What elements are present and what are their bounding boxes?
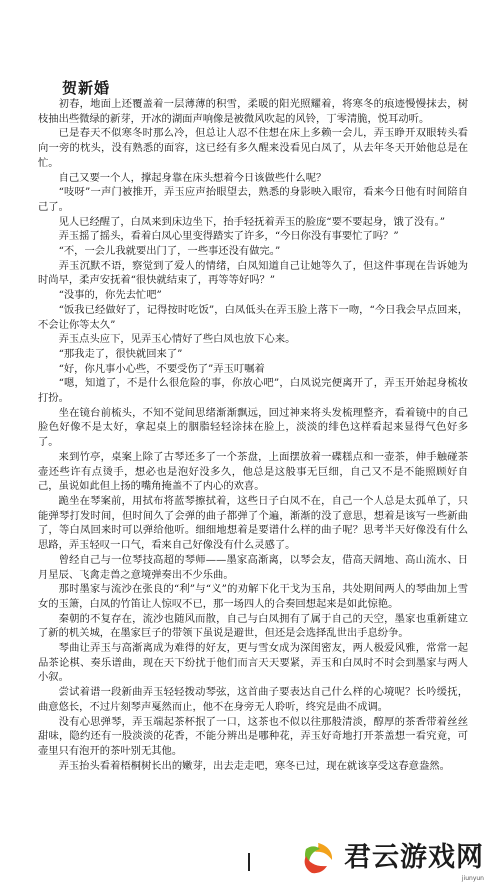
document-title: 贺新婚 [62,79,111,97]
site-logo-icon [300,840,336,876]
paragraph: 秦朝的不复存在，流沙也随风而散，自己与白凤拥有了属于自己的天空，墨家也重新建立了新的机关城，在墨家巨子的带领下虽说是避世，但还是会选择乱世出手息纷争。 [38,612,468,640]
paragraph: 琴曲让弄玉与高渐离成为难得的好友，更与雪女成为深闺密友，两人极爱风雅，常常一起品茶论棋、奏乐谱曲，现在天下纷扰于他们而言天天要紧，弄玉和白凤时不时会到墨家与两人小叙。 [38,642,468,684]
watermark-text: 君云游戏网 [344,842,484,873]
paragraph: 没有心思弹琴，弄玉端起茶杯抿了一口，这茶也不似以往那般清淡，醇厚的茶香带着丝丝甜味，隐约还有一股淡淡的花香，不能分辨出是哪种花，弄玉好奇地打开茶盖想一看究竟，可壶里只有泡开的茶叶别无其他。 [38,715,468,757]
paragraph: “不，一会儿我就要出门了，一些事还没有做完。” [58,245,281,258]
paragraph: 那时墨家与流沙在张良的“利”与“义”的劝解下化干戈为玉帛，共处期间两人的琴曲加上雪女的玉箫，白凤的竹笛让人惊叹不已，那一场四人的合奏回想起来是如此惊艳。 [38,583,468,610]
paragraph: “嗯，知道了，不是什么很危险的事，你放心吧”，白凤说完便离开了，弄玉开始起身梳妆打扮。 [38,377,468,405]
site-watermark [300,837,484,882]
paragraph: 跪坐在琴案前，用拭布将蓝琴擦拭着，这些日子白凤不在，自己一个人总是太孤单了，只能弹琴打发时间，但时间久了会弹的曲子都弹了个遍，渐渐的没了意思，想着是该写一些新曲了，等白凤回来时可以弹给他听。细细地想着是要谱什么样的曲子呢？思考半天好像没有什么思路，弄玉轻叹一口气，看来自己好像没有什么灵感了。 [38,494,468,552]
paragraph: 已是春天不似寒冬时那么冷，但总让人忍不住想在床上多赖一会儿，弄玉睁开双眼转头看向一旁的枕头，没有熟悉的面容，这已经有多久醒来没看见白凤了，从去年冬天开始他总是在忙。 [38,127,468,169]
page-divider-mark [248,853,250,871]
paragraph: “好，你凡事小心些，不要受伤了”弄玉叮嘱着 [58,362,265,375]
paragraph: 弄玉点头应下，见弄玉心情好了些白凤也放下心来。 [58,333,296,346]
paragraph: 自己又要一个人，撑起身靠在床头想着今日该做些什么呢？ [58,171,327,184]
paragraph: 坐在镜台前梳头，不知不觉间思绪渐渐飘远，回过神来将头发梳理整齐，看着镜中的自己脸色好像不是太好，拿起桌上的胭脂轻轻涂抹在脸上，淡淡的绯色这样看起来显得气色好多了。 [38,406,468,449]
paragraph: 弄玉抬头看着梧桐树长出的嫩芽，出去走走吧，寒冬已过，现在就该享受这春意盎然。 [58,759,450,772]
paragraph: “那我走了，很快就回来了” [58,347,183,360]
paragraph: “没事的，你先去忙吧” [58,289,162,302]
paragraph: 弄玉摇了摇头，看着白凤心里变得踏实了许多，“今日你没有事要忙了吗？” [58,230,399,243]
logo-orange-petal [315,843,332,860]
paragraph: 弄玉沉默不语，察觉到了爱人的情绪，白凤知道自己让她等久了，但这件事现在告诉她为时尚早，柔声安抚着“很快就结束了，再等等好吗？” [38,259,468,287]
paragraph: 尝试着谱一段新曲弄玉轻轻拨动琴弦，这首曲子要表达自己什么样的心境呢？长吟缓抚，曲意悠长，不过片刻琴声戛然而止，他不在身旁无人聆听，终究是曲不成调。 [38,686,468,713]
watermark-subtext: jiunyun [461,875,484,882]
document-body [38,97,468,773]
paragraph: “饭我已经做好了，记得按时吃饭”，白凤低头在弄玉脸上落下一吻，“今日我会早点回来，不会让你等太久” [38,303,468,331]
paragraph: 曾经自己与一位琴技高超的琴师——墨家高渐离，以琴会友，借高天阔地、高山流水、日月星辰、飞禽走兽之意境弹奏出不少乐曲。 [38,553,468,581]
paragraph: 初春，地面上还覆盖着一层薄薄的积雪，柔暖的阳光照耀着，将寒冬的痕迹慢慢抹去，树枝抽出些微绿的新芽，开冰的湖面声响像是被微风吹起的风铃，丁零清脆，悦耳动听。 [38,98,468,125]
paragraph: “吱呀”一声门被推开，弄玉应声抬眼望去，熟悉的身影映入眼帘，看来今日他有时间陪自己了。 [38,186,468,213]
paragraph: 见人已经醒了，白凤来到床边坐下，抬手轻抚着弄玉的脸庞“要不要起身，饿了没有。” [58,215,445,228]
paragraph: 来到竹亭，桌案上除了古琴还多了一个茶盘，上面摆放着一碟糕点和一壶茶，伸手触碰茶壶还些许有点烫手，想必也是泡好没多久，他总是这般事无巨细，自己又不是不能照顾好自己，虽说如此但上扬的嘴角掩盖不了内心的欢喜。 [38,450,468,493]
